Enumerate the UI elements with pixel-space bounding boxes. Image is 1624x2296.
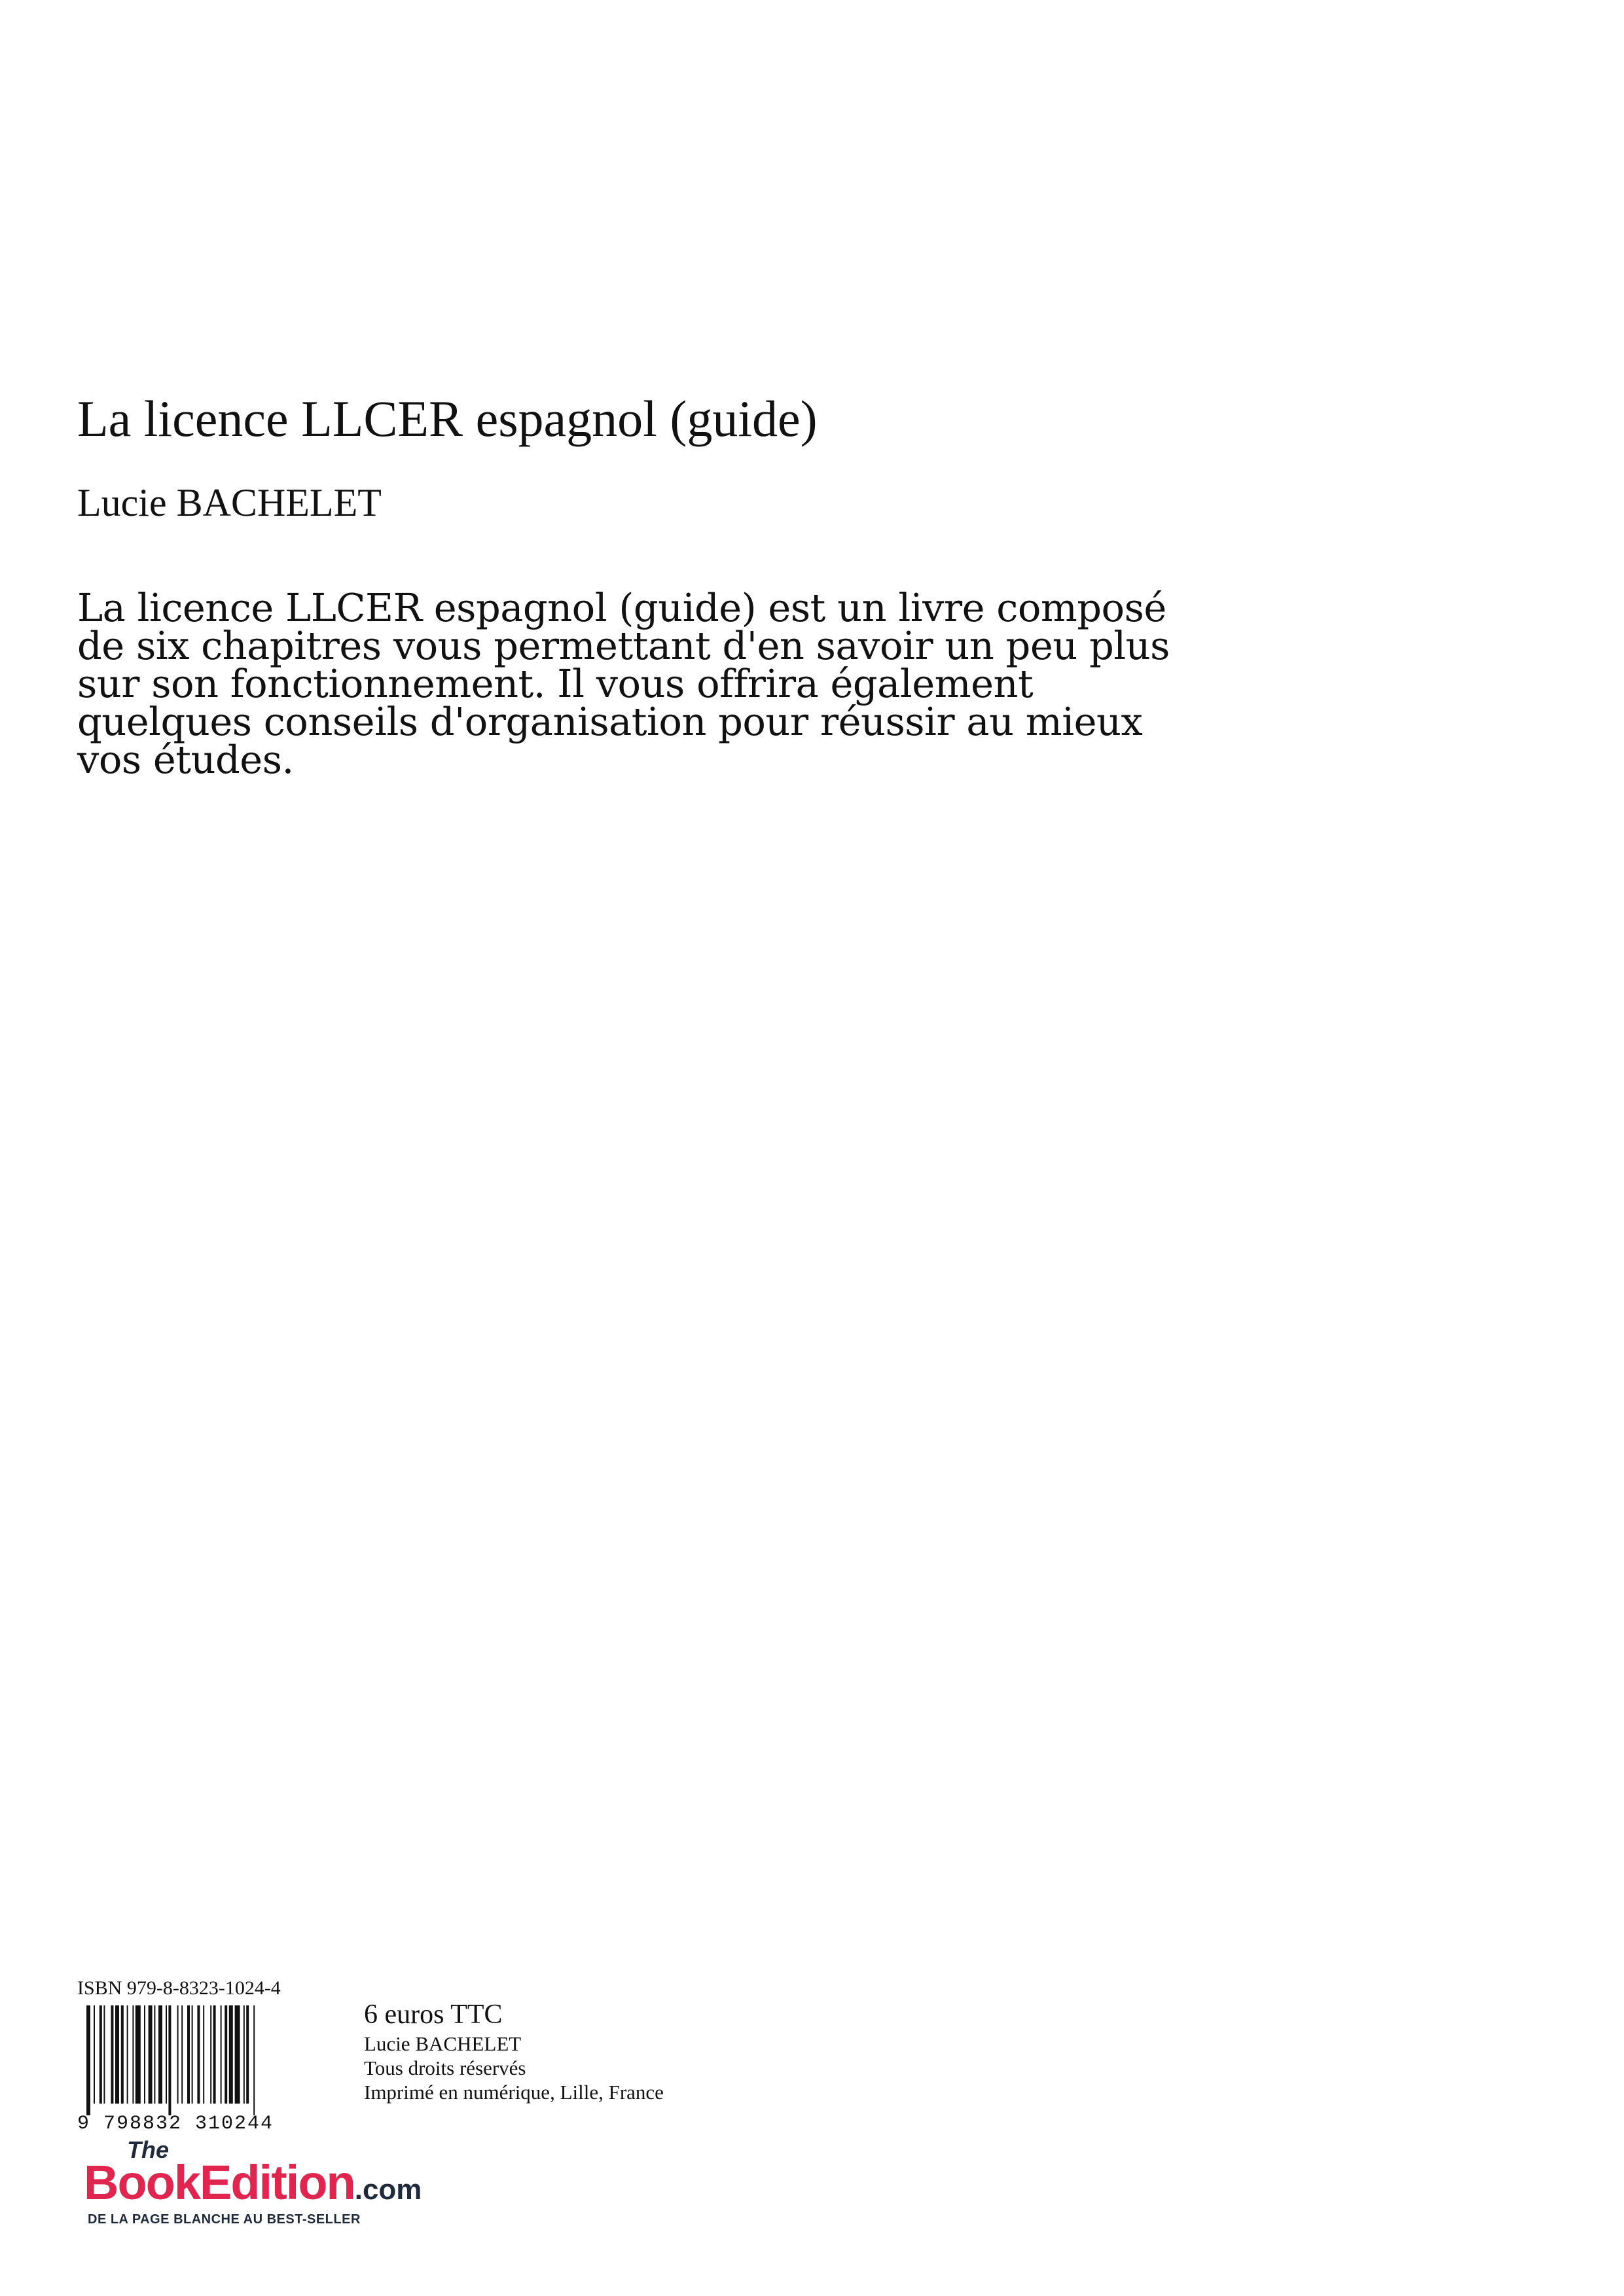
logo-wordmark xyxy=(84,2155,422,2217)
barcode-bar xyxy=(235,2005,240,2104)
barcode-bar xyxy=(127,2005,128,2104)
barcode-bar xyxy=(246,2005,249,2104)
barcode-bar xyxy=(181,2005,183,2104)
summary-line: La licence LLCER espagnol (guide) est un livre composé xyxy=(77,585,1166,630)
barcode-bar xyxy=(132,2005,134,2104)
summary-line: quelques conseils d'organisation pour réussir au mieux xyxy=(77,699,1143,744)
barcode-bar xyxy=(144,2005,145,2104)
isbn-label: ISBN 979-8-8323-1024-4 xyxy=(77,1977,281,1999)
summary-line: de six chapitres vous permettant d'en savoir un peu plus xyxy=(77,623,1170,668)
logo-domain: .com xyxy=(354,2174,422,2206)
barcode-bar xyxy=(203,2005,204,2104)
imprint-author: Lucie BACHELET xyxy=(364,2032,522,2055)
summary-line: sur son fonctionnement. Il vous offrira également xyxy=(77,661,1034,706)
barcode-bar xyxy=(86,2005,90,2115)
barcode-bar xyxy=(168,2005,171,2115)
isbn-barcode xyxy=(73,2005,326,2132)
barcode-bar xyxy=(111,2005,113,2104)
barcode-bar xyxy=(177,2005,179,2104)
barcode-bar xyxy=(229,2005,233,2104)
rights-notice: Tous droits réservés xyxy=(364,2056,526,2079)
summary-line: vos études. xyxy=(77,737,294,782)
barcode-bar xyxy=(166,2005,167,2104)
printing-info: Imprimé en numérique, Lille, France xyxy=(364,2081,664,2104)
barcode-bar xyxy=(187,2005,190,2104)
logo-the: The xyxy=(127,2136,170,2163)
publisher-tagline: DE LA PAGE BLANCHE AU BEST-SELLER xyxy=(88,2212,361,2227)
book-title: La licence LLCER espagnol (guide) xyxy=(77,390,818,447)
barcode-bar xyxy=(99,2005,102,2104)
barcode-bar xyxy=(158,2005,162,2104)
barcode-bar xyxy=(244,2005,245,2104)
barcode-digits: 9 798832 310244 xyxy=(77,2113,274,2132)
barcode-bar xyxy=(213,2005,216,2104)
barcode-bar xyxy=(115,2005,119,2104)
book-author: Lucie BACHELET xyxy=(77,481,382,524)
price-block xyxy=(364,1998,664,2104)
barcode-bar xyxy=(135,2005,141,2104)
barcode-bar xyxy=(149,2005,153,2104)
barcode-bar xyxy=(121,2005,124,2104)
barcode-bar xyxy=(103,2005,105,2104)
price: 6 euros TTC xyxy=(364,2000,503,2030)
barcode-bar xyxy=(94,2005,95,2104)
barcode-bar xyxy=(192,2005,193,2104)
barcode-bar xyxy=(225,2005,227,2104)
barcode-bar xyxy=(253,2005,255,2115)
barcode-bar xyxy=(197,2005,200,2104)
barcode-bar xyxy=(154,2005,155,2104)
logo-name: BookEdition xyxy=(84,2155,355,2210)
barcode-bar xyxy=(210,2005,211,2104)
book-summary xyxy=(77,585,1203,782)
barcode-bar xyxy=(221,2005,222,2104)
publisher-logo xyxy=(84,2137,477,2235)
